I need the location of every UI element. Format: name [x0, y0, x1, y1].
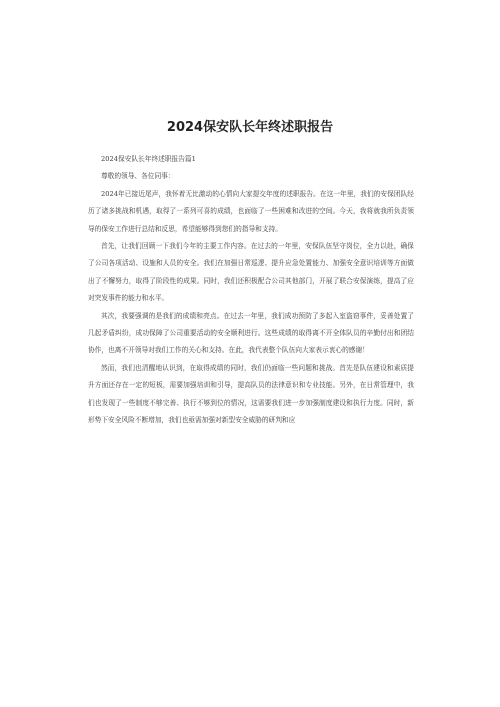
- document-title: 2024保安队长年终述职报告: [166, 120, 334, 135]
- body-paragraph: 其次，我要强调的是我们的成绩和亮点。在过去一年里，我们成功预防了多起入室盗窃事件，妥善处置了几起矛盾纠纷，成功保障了公司重要活动的安全顺利进行。这些成绩的取得离不开全体队员的辛勤付出和团结协作，也离不开领导对我们工作的关心和支持。在此，我代表整个队伍向大家表示衷心的感谢！: [88, 311, 414, 355]
- salutation: 尊敬的领导、各位同事：: [101, 172, 175, 181]
- document-subtitle: 2024保安队长年终述职报告篇1: [101, 155, 196, 163]
- body-paragraph: 首先，让我们回顾一下我们今年的主要工作内容。在过去的一年里，安保队伍坚守岗位，全力以赴，确保了公司各项活动、设施和人员的安全。我们在加强日常巡逻、提升应急处置能力、加强安全意识培训等方面做出了不懈努力，取得了阶段性的成果。同时，我们还积极配合公司其他部门，开展了联合安保演练，提高了应对突发事件的能力和水平。: [88, 242, 414, 303]
- body-paragraph: 然而，我们也清醒地认识到，在取得成绩的同时，我们仍面临一些问题和挑战。首先是队伍建设和素质提升方面还存在一定的短板，需要加强培训和引导，提高队员的法律意识和专业技能。另外，在日常管理中，我们也发现了一些制度不够完善、执行不够到位的情况，这需要我们进一步加强制度建设和执行力度。同时，新形势下安全风险不断增加，我们也亟需加强对新型安全威胁的研判和应: [88, 363, 414, 425]
- document-body: [88, 151, 414, 430]
- body-paragraph: 2024年已接近尾声，我怀着无比激动的心情向大家提交年度的述职报告。在这一年里，我们的安保团队经历了诸多挑战和机遇，取得了一系列可喜的成绩，也面临了一些困难和改进的空间。今天，我将就我所负责领导的保安工作进行总结和反思，希望能够得到您们的指导和支持。: [88, 189, 414, 233]
